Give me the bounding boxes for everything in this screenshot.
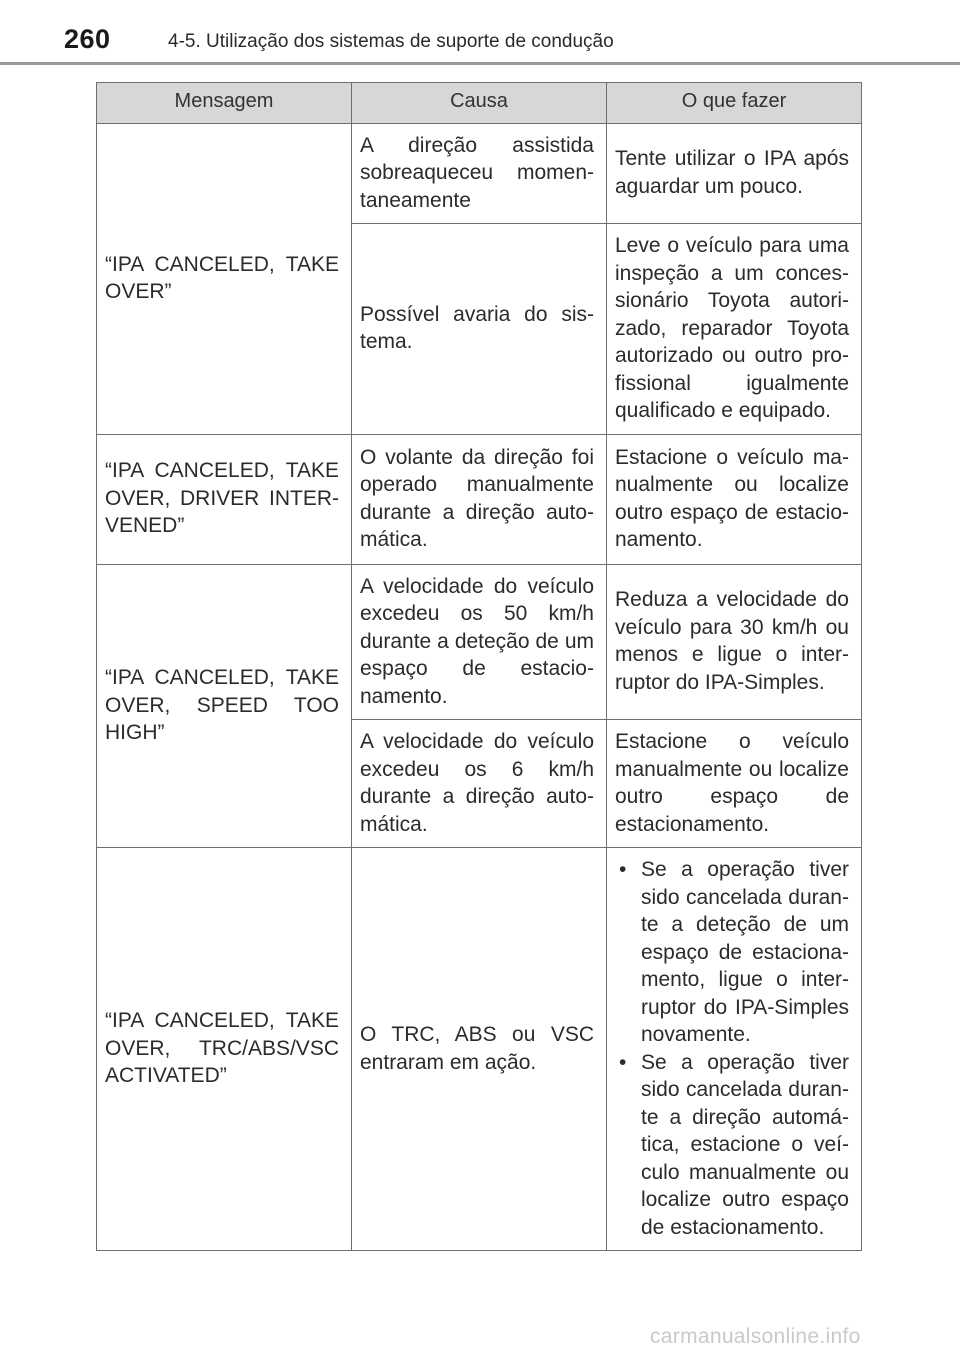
action-cell: Estacione o veículo manualmente ou localize outro espaço de estacionamento. bbox=[607, 434, 862, 564]
cause-cell: O volante da direção foi operado manualmente durante a direção automática. bbox=[352, 434, 607, 564]
action-cell: Leve o veículo para uma inspeção a um concessionário Toyota autorizado, reparador Toyota autorizado ou outro profissional igualmente qualificado e equipado. bbox=[607, 224, 862, 435]
message-cell: “IPA CANCELED, TAKE OVER, TRC/ABS/VSC ACTIVATED” bbox=[97, 848, 352, 1251]
table-row bbox=[97, 564, 862, 720]
message-cell: “IPA CANCELED, TAKE OVER” bbox=[97, 123, 352, 434]
table-row bbox=[97, 123, 862, 224]
watermark: carmanualsonline.info bbox=[650, 1325, 861, 1348]
table-header-row bbox=[97, 83, 862, 124]
cause-cell: A velocidade do veículo excedeu os 6 km/h durante a direção automática. bbox=[352, 720, 607, 848]
table-row bbox=[97, 434, 862, 564]
message-cell: “IPA CANCELED, TAKE OVER, SPEED TOO HIGH” bbox=[97, 564, 352, 848]
page-number: 260 bbox=[64, 24, 111, 54]
action-cell bbox=[607, 848, 862, 1251]
action-bullet-list bbox=[615, 856, 849, 1241]
page-header bbox=[0, 0, 960, 64]
message-cell: “IPA CANCELED, TAKE OVER, DRIVER INTERVENED” bbox=[97, 434, 352, 564]
action-cell: Reduza a velocidade do veículo para 30 km/h ou menos e ligue o interruptor do IPA-Simples. bbox=[607, 564, 862, 720]
cause-cell: A velocidade do veículo excedeu os 50 km/h durante a deteção de um espaço de estacionamento. bbox=[352, 564, 607, 720]
cause-cell: A direção assistida sobreaqueceu momentaneamente bbox=[352, 123, 607, 224]
list-item: • Se a operação tiver sido cancelada durante a direção automática, estacione o veículo manualmente ou localize outro espaço de estacionamento. bbox=[615, 1049, 849, 1242]
cause-cell: O TRC, ABS ou VSC entraram em ação. bbox=[352, 848, 607, 1251]
action-cell: Estacione o veículo manualmente ou localize outro espaço de estacionamento. bbox=[607, 720, 862, 848]
column-header-mensagem: Mensagem bbox=[97, 83, 352, 124]
action-cell: Tente utilizar o IPA após aguardar um pouco. bbox=[607, 123, 862, 224]
table-row bbox=[97, 848, 862, 1251]
section-title: 4-5. Utilização dos sistemas de suporte de condução bbox=[168, 31, 614, 52]
warning-message-table bbox=[96, 82, 862, 1251]
cause-cell: Possível avaria do sistema. bbox=[352, 224, 607, 435]
header-divider bbox=[0, 62, 960, 65]
column-header-causa: Causa bbox=[352, 83, 607, 124]
column-header-o-que-fazer: O que fazer bbox=[607, 83, 862, 124]
list-item: • Se a operação tiver sido cancelada durante a deteção de um espaço de estacionamento, ligue o interruptor do IPA-Simples novamente. bbox=[615, 856, 849, 1049]
